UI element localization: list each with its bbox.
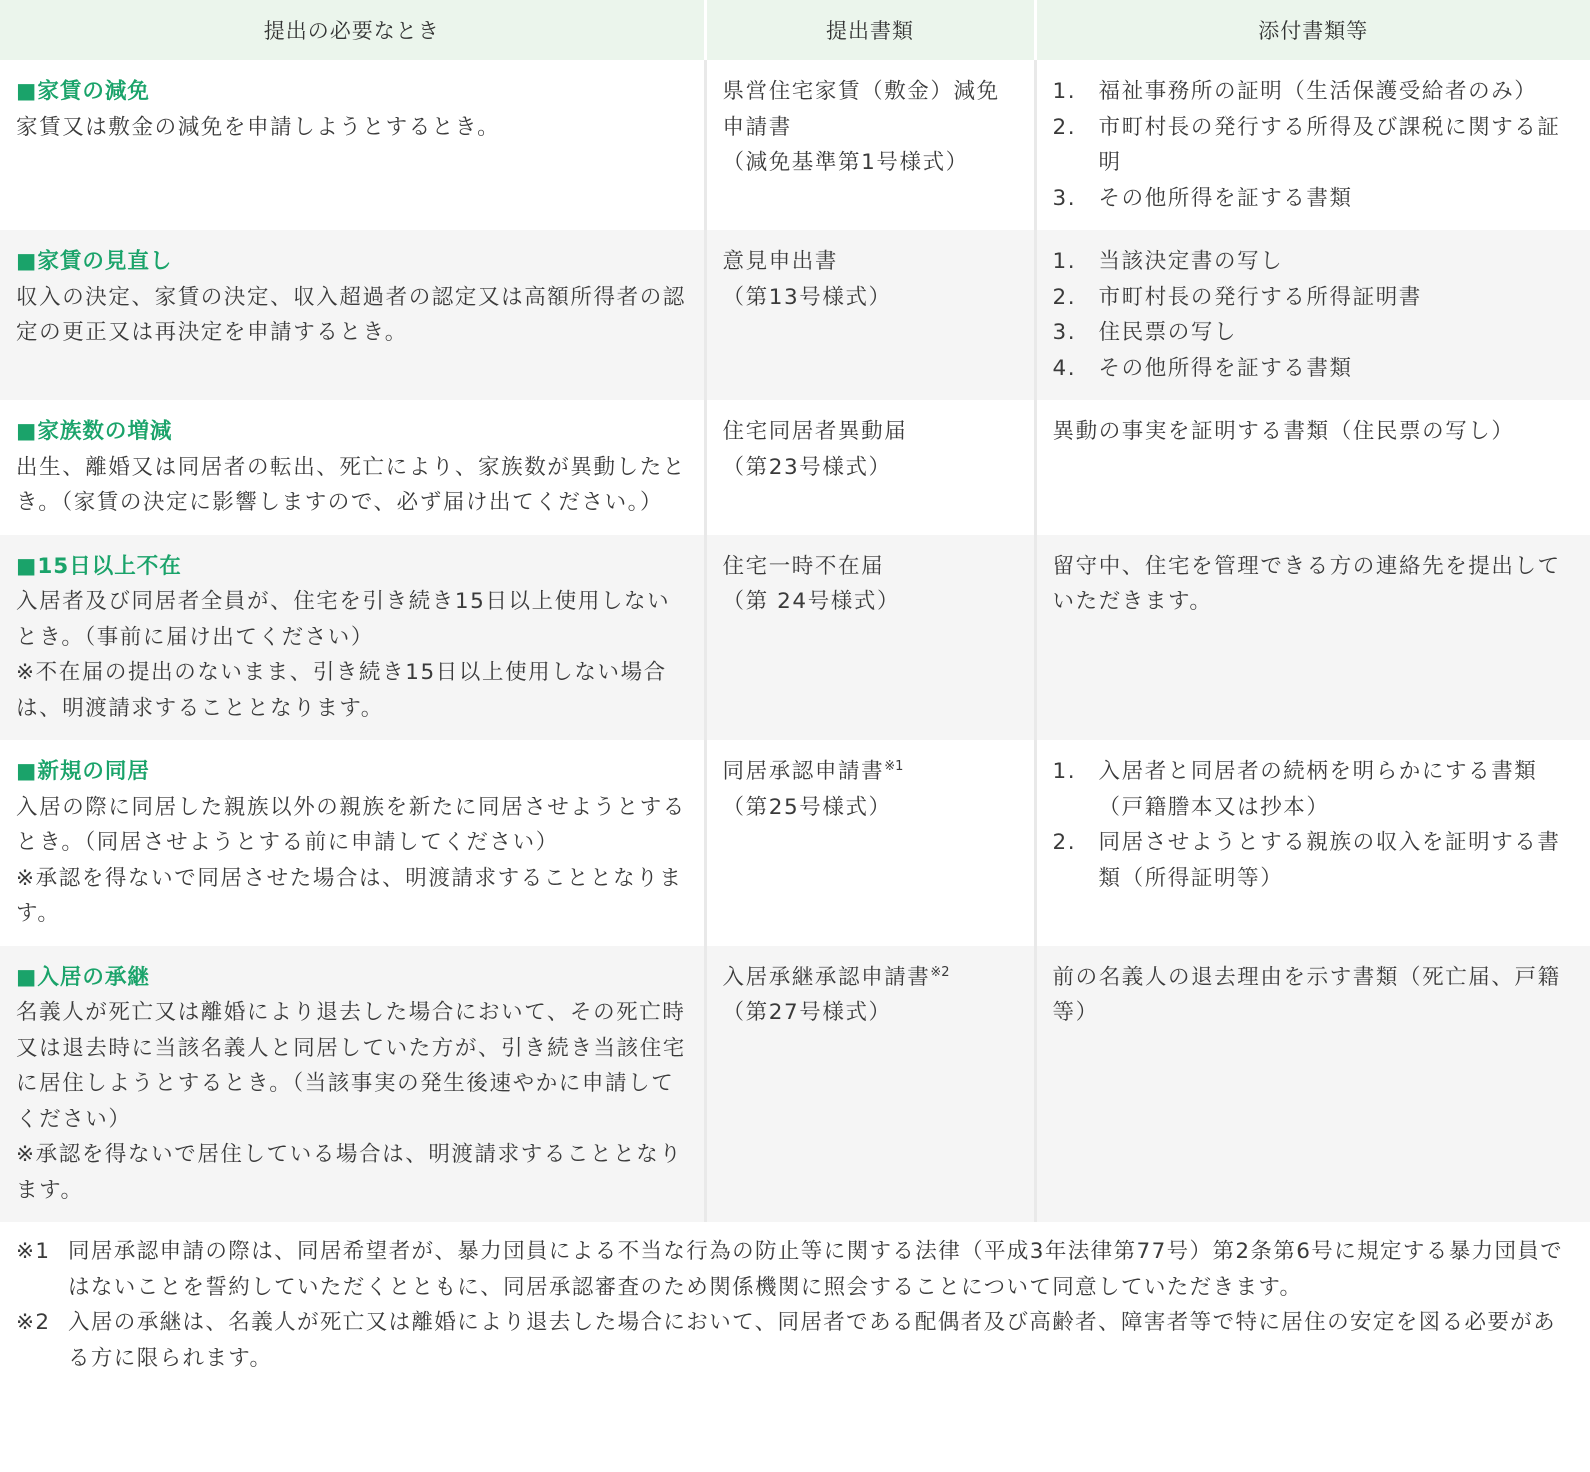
table-row <box>0 946 1590 1223</box>
row-description: 入居の際に同居した親族以外の親族を新たに同居させようとするとき。（同居させようとする前に申請してください） <box>16 794 686 855</box>
attachment-list <box>1053 74 1579 216</box>
list-item <box>1053 110 1579 181</box>
footnote-mark: ※2 <box>16 1310 51 1335</box>
footnote-text: 入居の承継は、名義人が死亡又は離婚により退去した場合において、同居者である配偶者及び高齢者、障害者等で特に居住の安定を図る必要がある方に限られます。 <box>68 1310 1557 1371</box>
table-row <box>0 400 1590 535</box>
list-item <box>1053 315 1579 351</box>
list-number: 1. <box>1052 249 1077 274</box>
document-text: （第27号様式） <box>722 1000 892 1025</box>
list-item <box>1053 825 1579 896</box>
header-submission-document: 提出書類 <box>705 0 1035 60</box>
cell-attachments <box>1035 946 1590 1223</box>
row-description: 家賃又は敷金の減免を申請しようとするとき。 <box>16 114 501 140</box>
row-description: ※承認を得ないで同居させた場合は、明渡請求することとなります。 <box>16 865 683 926</box>
footnote-mark: ※1 <box>16 1239 51 1264</box>
attachment-text: 前の名義人の退去理由を示す書類（死亡届、戸籍等） <box>1052 964 1561 1025</box>
attachment-list <box>1053 754 1579 896</box>
footnote-text: 同居承認申請の際は、同居希望者が、暴力団員による不当な行為の防止等に関する法律（平成3年法律第77号）第2条第6号に規定する暴力団員ではないことを誓約していただくとともに、同居承認審査のため関係機関に照会することについて同意していただきます。 <box>68 1239 1564 1300</box>
row-description: ※不在届の提出のないまま、引き続き15日以上使用しない場合は、明渡請求することとなります。 <box>16 660 667 721</box>
list-text: 同居させようとする親族の収入を証明する書類（所得証明等） <box>1098 830 1561 891</box>
document-line <box>723 995 1022 1031</box>
list-text: 市町村長の発行する所得及び課税に関する証明 <box>1098 114 1561 175</box>
row-title: ■新規の同居 <box>16 759 150 784</box>
list-item <box>1053 280 1579 316</box>
row-description: 出生、離婚又は同居者の転出、死亡により、家族数が異動したとき。（家賃の決定に影響しますので、必ず届け出てください。） <box>16 454 686 515</box>
cell-submission-document <box>705 400 1035 535</box>
document-line <box>723 549 1022 585</box>
row-title: ■家賃の見直し <box>16 249 173 274</box>
list-number: 3. <box>1052 185 1077 211</box>
row-title: ■家族数の増減 <box>16 419 173 444</box>
cell-attachments <box>1035 535 1590 741</box>
footnote-ref: ※1 <box>884 758 904 774</box>
list-number: 2. <box>1052 114 1077 140</box>
table-row <box>0 535 1590 741</box>
cell-submission-document <box>705 740 1035 946</box>
cell-when-required <box>0 60 705 230</box>
document-line <box>723 74 1022 145</box>
cell-submission-document <box>705 535 1035 741</box>
row-description: 入居者及び同居者全員が、住宅を引き続き15日以上使用しないとき。（事前に届け出てください） <box>16 589 671 650</box>
footnote-ref: ※2 <box>930 964 950 980</box>
cell-attachments <box>1035 60 1590 230</box>
document-text: 意見申出書 <box>722 249 839 274</box>
list-number: 2. <box>1052 830 1077 855</box>
cell-when-required <box>0 946 705 1223</box>
document-text: （第 24号様式） <box>722 589 901 614</box>
cell-attachments <box>1035 400 1590 535</box>
list-text: 福祉事務所の証明（生活保護受給者のみ） <box>1098 79 1538 104</box>
cell-attachments <box>1035 230 1590 400</box>
document-text: 住宅同居者異動届 <box>722 419 908 444</box>
row-title: ■入居の承継 <box>16 964 150 990</box>
document-line <box>723 145 1022 181</box>
cell-when-required <box>0 230 705 400</box>
footnote <box>16 1234 1570 1305</box>
document-line <box>723 280 1022 316</box>
cell-when-required <box>0 400 705 535</box>
document-text: 入居承継承認申請書 <box>722 964 931 990</box>
document-text: （第25号様式） <box>722 794 892 820</box>
list-text: その他所得を証する書類 <box>1098 185 1353 211</box>
row-title: ■15日以上不在 <box>16 553 182 579</box>
document-text: （減免基準第1号様式） <box>722 150 969 175</box>
document-line <box>723 414 1022 450</box>
list-number: 1. <box>1052 79 1077 104</box>
list-text: 市町村長の発行する所得証明書 <box>1098 284 1422 310</box>
document-text: （第13号様式） <box>722 284 892 310</box>
list-text: 当該決定書の写し <box>1098 249 1284 274</box>
row-title: ■家賃の減免 <box>16 79 150 104</box>
cell-submission-document <box>705 230 1035 400</box>
document-line <box>723 960 1022 996</box>
document-line <box>723 754 1022 790</box>
attachment-list <box>1053 244 1579 386</box>
list-item <box>1053 74 1579 110</box>
row-description: ※承認を得ないで居住している場合は、明渡請求することとなります。 <box>16 1142 683 1203</box>
cell-submission-document <box>705 60 1035 230</box>
list-number: 4. <box>1052 355 1077 381</box>
document-text: 同居承認申請書 <box>722 759 885 784</box>
table-header-row <box>0 0 1590 60</box>
document-line <box>723 450 1022 486</box>
table-row <box>0 60 1590 230</box>
document-text: （第23号様式） <box>722 454 892 480</box>
header-attachments: 添付書類等 <box>1035 0 1590 60</box>
list-number: 3. <box>1052 320 1077 345</box>
table-row <box>0 740 1590 946</box>
list-number: 2. <box>1052 284 1077 310</box>
attachment-text: 留守中、住宅を管理できる方の連絡先を提出していただきます。 <box>1052 553 1561 614</box>
document-text: 県営住宅家賃（敷金）減免申請書 <box>722 79 1000 140</box>
document-text: 住宅一時不在届 <box>722 553 885 579</box>
list-number: 1. <box>1052 759 1077 784</box>
list-item <box>1053 181 1579 217</box>
document-line <box>723 790 1022 826</box>
document-line <box>723 584 1022 620</box>
table-row <box>0 230 1590 400</box>
list-item <box>1053 244 1579 280</box>
header-when-required: 提出の必要なとき <box>0 0 705 60</box>
attachment-text: 異動の事実を証明する書類（住民票の写し） <box>1052 419 1515 444</box>
list-text: 住民票の写し <box>1098 320 1238 345</box>
footnotes <box>0 1222 1590 1376</box>
table-body <box>0 60 1590 1222</box>
cell-attachments <box>1035 740 1590 946</box>
cell-when-required <box>0 740 705 946</box>
document-line <box>723 244 1022 280</box>
row-description: 名義人が死亡又は離婚により退去した場合において、その死亡時又は退去時に当該名義人と同居していた方が、引き続き当該住宅に居住しようとするとき。（当該事実の発生後速やかに申請してください） <box>16 1000 686 1132</box>
footnote <box>16 1305 1570 1376</box>
cell-when-required <box>0 535 705 741</box>
cell-submission-document <box>705 946 1035 1223</box>
row-description: 収入の決定、家賃の決定、収入超過者の認定又は高額所得者の認定の更正又は再決定を申請するとき。 <box>16 284 686 345</box>
list-text: 入居者と同居者の続柄を明らかにする書類（戸籍謄本又は抄本） <box>1098 759 1538 820</box>
list-item <box>1053 754 1579 825</box>
list-item <box>1053 351 1579 387</box>
list-text: その他所得を証する書類 <box>1098 355 1353 381</box>
